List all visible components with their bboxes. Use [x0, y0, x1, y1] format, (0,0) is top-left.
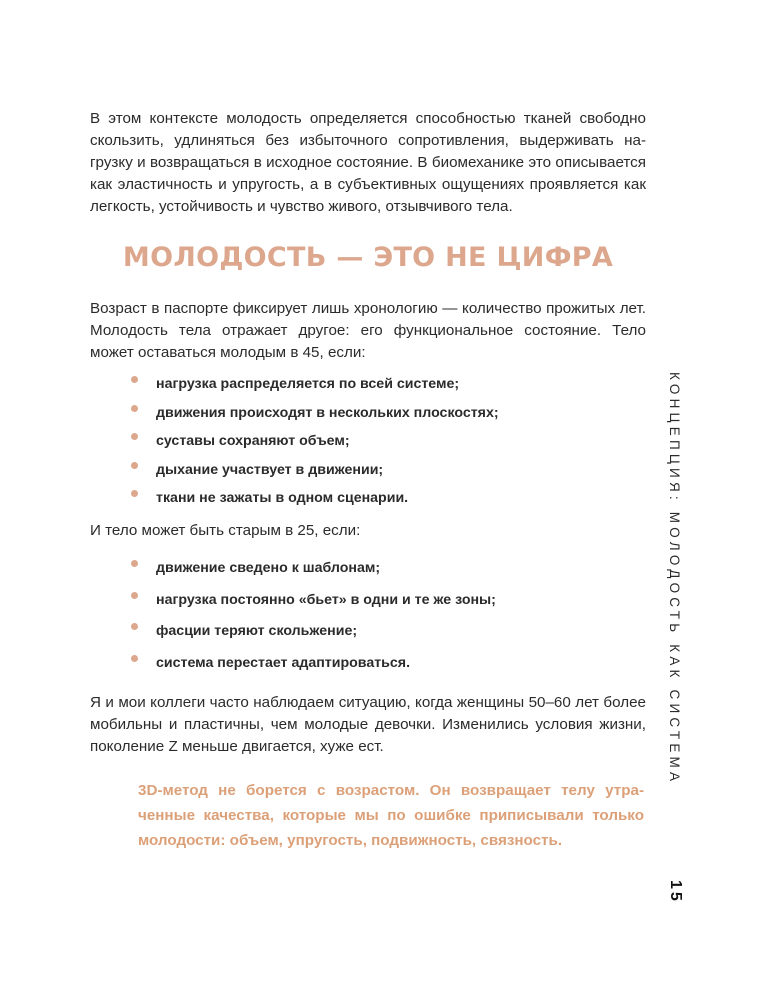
page-number-text: 15 — [667, 880, 684, 904]
page-number — [666, 880, 690, 920]
bullet-dot-icon — [131, 433, 138, 440]
bullet-dot-icon — [131, 462, 138, 469]
bullet-dot-icon — [131, 376, 138, 383]
bullet-dot-icon — [131, 592, 138, 599]
running-head-text: КОНЦЕПЦИЯ: МОЛОДОСТЬ КАК СИСТЕМА — [667, 372, 682, 786]
bullet-list-young-body — [128, 372, 628, 515]
paragraph-passport-age: Возраст в паспорте фиксирует лишь хронологию — количество прожитых лет. Молодость тела отражает другое: его функциональное состояние. Тело может оставаться молодым в 45, если: — [90, 300, 646, 361]
list-item-text: движения происходят в нескольких плоскостях; — [156, 404, 499, 421]
list-item — [128, 651, 628, 683]
callout-quote: 3D-метод не борется с возрастом. Он возвращает телу утраченные качества, которые мы по ошибке приписывали только молодости: объем, упругость, подвижность, связность. — [138, 782, 644, 849]
bullet-dot-icon — [131, 405, 138, 412]
section-heading: МОЛОДОСТЬ — ЭТО НЕ ЦИФРА — [122, 242, 614, 273]
bullet-dot-icon — [131, 560, 138, 567]
list-item-text: нагрузка распределяется по всей системе; — [156, 376, 460, 392]
bullet-dot-icon — [131, 623, 138, 630]
list-item — [128, 458, 628, 487]
list-item — [128, 556, 628, 588]
bullet-dot-icon — [131, 655, 138, 662]
list-item — [128, 486, 628, 515]
list-item — [128, 372, 628, 401]
running-head — [667, 372, 689, 848]
paragraph-observation: Я и мои коллеги часто наблюдаем ситуацию, когда женщины 50–60 лет более мобильны и пластичны, чем молодые девочки. Изменились условия жизни, поколение Z меньше двигается, хуже ест. — [90, 694, 646, 755]
list-item-text: ткани не зажаты в одном сценарии. — [156, 490, 409, 506]
list-item — [128, 429, 628, 458]
list-item-text: движение сведено к шаблонам; — [156, 560, 381, 576]
list-item-text: суставы сохраняют объем; — [156, 433, 350, 449]
list-item — [128, 401, 628, 430]
list-item-text: дыхание участвует в движении; — [156, 461, 384, 478]
list-item — [128, 588, 628, 620]
list-item — [128, 619, 628, 651]
paragraph-old-at-25: И тело может быть старым в 25, если: — [90, 522, 361, 539]
list-item-text: система перестает адаптироваться. — [156, 654, 411, 671]
list-item-text: фасции теряют скольжение; — [156, 623, 358, 639]
list-item-text: нагрузка постоянно «бьет» в одни и те же зоны; — [156, 591, 496, 608]
bullet-dot-icon — [131, 490, 138, 497]
paragraph-youth-definition: В этом контексте молодость определяется способностью тканей свободно скользить, удлиняться без избыточного сопротивления, выдерживать нагрузку и возвращаться в исходное состояние. В биомеханике это описывается как эластичность и упругость, а в субъективных ощущениях проявляется как легкость, устойчивость и чувство живого, отзывчивого тела. — [90, 110, 646, 215]
bullet-list-old-body — [128, 556, 628, 682]
